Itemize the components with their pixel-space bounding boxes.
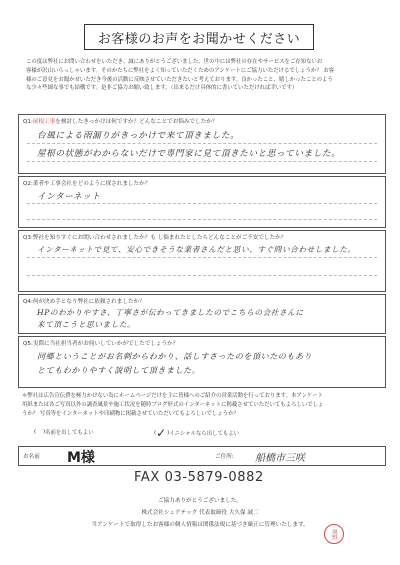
question-1-rest: を検討したきっかけは何ですか？どんなことでお悩みでしたか？ — [55, 119, 218, 125]
answer-4-line-2: 来て頂こうと思いました。 — [37, 320, 136, 329]
question-1-box — [18, 114, 386, 174]
name-address-box — [18, 446, 386, 466]
answer-1-line-1: 台風による雨漏りがきっかけで来て頂きました。 — [37, 131, 240, 141]
question-2-box — [18, 176, 386, 228]
paren-open: ( ) — [34, 429, 46, 435]
answer-rule — [27, 257, 377, 258]
check-icon: ✓ — [156, 426, 167, 440]
question-1-label — [23, 117, 217, 125]
question-4-label: Q4:何が決め手となり弊社に依頼されましたか？ — [23, 299, 145, 305]
page-title: お客様のお声をお聞かせください — [84, 24, 314, 50]
answer-3: インターネットで見て、安心できそうな業者さんだと思い、すぐ問い合わせしました。 — [37, 245, 356, 254]
publication-notice: ＊弊社は広告宣伝費を極力かけない為にホームページだけを主に皆様へのご紹介の営業活動を行っております。本アンケート 用紙または各ご写真以外の調査風景や施工状況を随時ブログ形式のインターネットに掲載させていただいてもよろしいでしょ うか？ 写真等をインターネットや印刷物に掲載させていただいてもよろしいでしょうか？ — [22, 393, 324, 417]
question-5-box — [18, 336, 386, 388]
answer-rule — [27, 219, 377, 220]
thanks-text: ご協力ありがとうございました。 — [158, 498, 242, 504]
answer-1-line-2: 屋根の状態がわからないだけで専門家に見て頂きたいと思っていました。 — [37, 149, 341, 159]
name-label: お名前 — [23, 454, 40, 460]
privacy-text: 当アンケートで取得したお客様の個人情報は関係法規に基づき厳正に管理いたします。 — [91, 522, 309, 528]
question-3-label: Q3:弊社を知りすぐにお問い合わせされましたか？も し悩まれたとしたらどんなことがご不安でしたか？ — [23, 235, 287, 241]
name-value: M様 — [67, 450, 95, 466]
answer-rule — [27, 203, 377, 204]
answer-5-line-1: 同郷ということがお名刺からわかり、話しすさったのを頂いたのもあり — [37, 352, 313, 361]
answer-4-line-1: HPのわかりやすさ、丁寧さが伝わってきましたのでこちらの会社さんに — [37, 308, 304, 317]
question-5-label: Q5:実際に当社担当者がお伺いしていかがでしたでしょうか？ — [23, 341, 179, 347]
question-1-highlight: 屋根工事 — [32, 119, 56, 125]
address-value: 船橋市三咲 — [255, 453, 305, 464]
paren-open: ( — [154, 430, 157, 436]
answer-rule — [27, 143, 377, 144]
option-name-ok[interactable] — [34, 428, 94, 436]
company-text: 株式会社シェアテック 代表取締役 大久保 誠二 — [141, 510, 259, 516]
option-initial-ok-label: イニシャルなら出してもよい — [169, 431, 240, 437]
seal-stamp: 岡野 — [324, 524, 344, 544]
question-2-label: Q2:業者や工事会社をどのように探されましたか？ — [23, 181, 151, 187]
question-3-box — [18, 230, 386, 292]
answer-5-line-2: とてもわかりやすく説明して頂きました。 — [37, 366, 201, 375]
answer-rule — [27, 161, 377, 162]
answer-rule — [27, 275, 377, 276]
fax-number: FAX 03-5879-0882 — [134, 470, 264, 485]
question-1-prefix: Q1: — [23, 119, 33, 125]
paren-close: ) — [167, 430, 170, 436]
address-label: ご住所: — [215, 454, 234, 460]
intro-text: この度は弊社にお問い合わせをいただき、誠にありがとうございました。世の中には弊社の存在やサービスをご存知ないお 客様が沢山いらっしゃいます。そのかたちに弊社をよく知っていただくためのアンケートにご協力いただけるでしょうか？ お客 様のご意見をお聞かせいただき今後の活動に反映させていただきたいと考えております。良かったこと、嬉しかったことのよう な少々些細な事でも結構です。是非ご協力お願い致します。（出来るだけ具体的に書いていただければ幸いです） — [26, 59, 335, 92]
option-name-ok-label: 名前を出してもよい — [45, 430, 94, 436]
option-initial-ok[interactable] — [154, 428, 239, 438]
answer-2: インターネット — [37, 192, 101, 202]
question-4-box — [18, 294, 386, 334]
